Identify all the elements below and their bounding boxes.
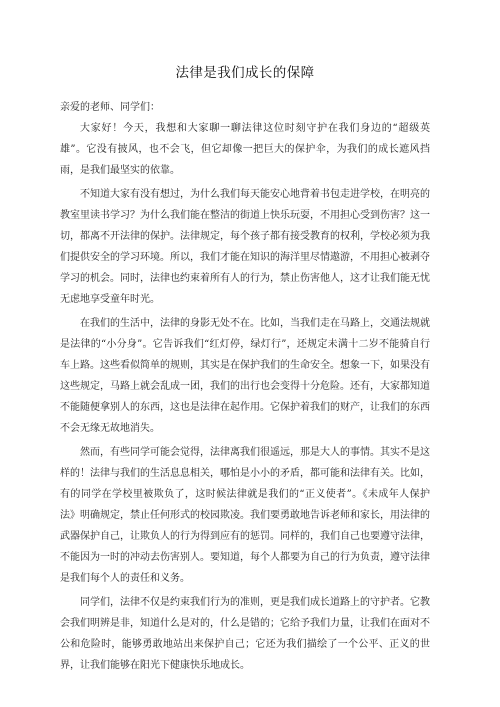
paragraph: 同学们，法律不仅是约束我们行为的准则，更是我们成长道路上的守护者。它教会我们明辨是非，知道什么是对的，什么是错的；它给予我们力量，让我们在面对不公和危险时，能够勇敢地站出来保护自己；它还为我们描绘了一个公平、正义的世界，让我们能够在阳光下健康快乐地成长。 bbox=[60, 597, 430, 671]
paragraph: 在我们的生活中，法律的身影无处不在。比如，当我们走在马路上，交通法规就是法律的“小分身”。它告诉我们“红灯停，绿灯行”，还规定未满十二岁不能骑自行车上路。这些看似简单的规则，其实是在保护我们的生命安全。想象一下，如果没有这些规定，马路上就会乱成一团，我们的出行也会变得十分危险。还有，大家都知道不能随便拿别人的东西，这也是法律在起作用。它保护着我们的财产，让我们的东西不会无缘无故地消失。 bbox=[60, 318, 430, 434]
paragraph: 然而，有些同学可能会觉得，法律离我们很遥远，那是大人的事情。其实不是这样的！法律与我们的生活息息相关，哪怕是小小的矛盾，都可能和法律有关。比如，有的同学在学校里被欺负了，这时候法律就是我们的“正义使者”。《未成年人保护法》明确规定，禁止任何形式的校园欺凌。我们要勇敢地告诉老师和家长，用法律的武器保护自己，让欺负人的行为得到应有的惩罚。同样的，我们自己也要遵守法律，不能因为一时的冲动去伤害别人。要知道，每个人都要为自己的行为负责，遵守法律是我们每个人的责任和义务。 bbox=[60, 447, 430, 584]
paragraph: 大家好！今天，我想和大家聊一聊法律这位时刻守护在我们身边的“超级英雄”。它没有披风，也不会飞，但它却像一把巨大的保护伞，为我们的成长遮风挡雨，是我们最坚实的依靠。 bbox=[60, 123, 430, 176]
document-title: 法律是我们成长的保障 bbox=[175, 65, 315, 81]
paragraph: 不知道大家有没有想过，为什么我们每天能安心地背着书包走进学校，在明亮的教室里读书学习？为什么我们能在整洁的街道上快乐玩耍，不用担心受到伤害？这一切，都离不开法律的保护。法律规定，每个孩子都有接受教育的权利，学校必须为我们提供安全的学习环境。所以，我们才能在知识的海洋里尽情遨游，不用担心被剥夺学习的机会。同时，法律也约束着所有人的行为，禁止伤害他人，这才让我们能无忧无虑地享受童年时光。 bbox=[60, 189, 430, 305]
salutation: 亲爱的老师、同学们： bbox=[60, 102, 160, 113]
